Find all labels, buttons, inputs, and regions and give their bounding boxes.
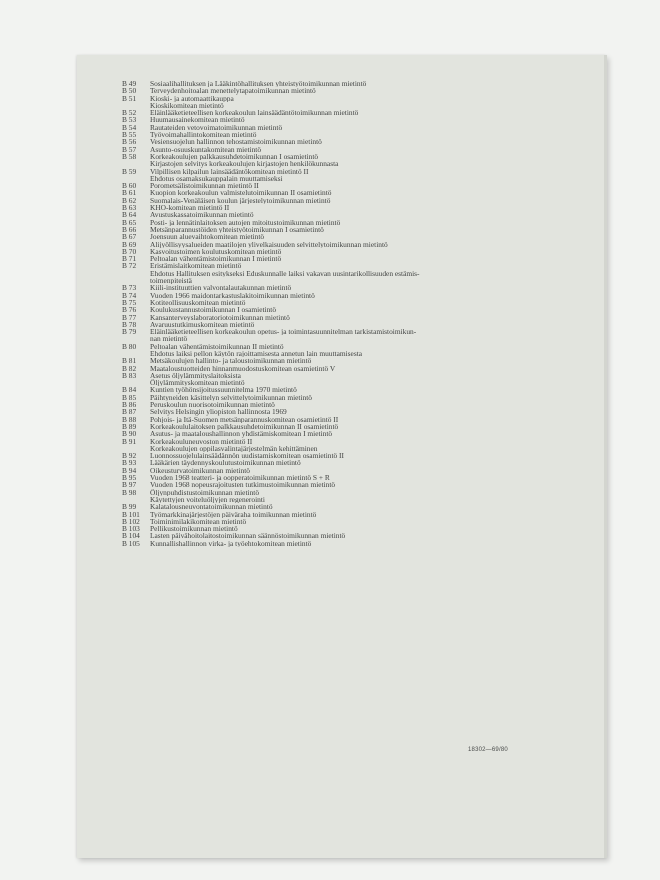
publication-row [122, 430, 492, 437]
publication-row [122, 401, 492, 408]
publication-code: B 64 [122, 210, 137, 220]
publication-title: Vesiensuojelun hallinnon tehostamistoimikunnan mietintö [150, 138, 322, 146]
publication-title: Asetus öljylämmityslaitoksista [150, 371, 241, 380]
publication-code: B 94 [122, 465, 137, 475]
publication-code: B 69 [122, 239, 137, 249]
publication-row [122, 379, 492, 386]
publication-code: B 84 [122, 385, 137, 395]
publication-row [122, 95, 492, 102]
publication-row [122, 175, 492, 182]
publication-row [122, 532, 492, 539]
publication-row [122, 386, 492, 393]
publication-title: Posti- ja lennätinlaitoksen autojen mitoitustoimikunnan mietintö [150, 218, 341, 226]
publication-row [122, 394, 492, 401]
publication-row [122, 525, 492, 532]
publication-code: B 104 [122, 531, 140, 541]
publication-title: Pellikustoimikunnan mietintö [150, 525, 238, 533]
publication-code: B 73 [122, 283, 137, 293]
publication-title: Terveydenhoitoalan menettelytapatoimikunnan mietintö [150, 87, 316, 95]
publication-row [122, 233, 492, 240]
publication-row [122, 153, 492, 160]
publication-row [122, 255, 492, 262]
publication-code: B 65 [122, 217, 137, 227]
publication-row [122, 438, 492, 445]
publication-row [122, 518, 492, 525]
publication-title: Kuopion korkeakoulun valmistelutoimikunnan II osamietintö [150, 189, 332, 197]
publication-row [122, 540, 492, 547]
publication-code: B 60 [122, 181, 137, 191]
publication-title: Eläinlääketieteellisen korkeakoulun opetus- ja toimintasuunnitelman tarkistamistoimikun- [150, 328, 417, 336]
publication-row [122, 306, 492, 313]
publication-title: Suomalais-Venäläisen koulun järjestelytoimikunnan mietintö [150, 196, 331, 205]
publication-row [122, 335, 492, 342]
publication-row [122, 211, 492, 218]
publication-title: Kasvoitustoimen koulutuskomitean mietintö [150, 247, 282, 256]
publication-title: Toiminimilakikomitean mietintö [150, 517, 247, 526]
publication-code: B 93 [122, 458, 137, 468]
publication-title: Lääkärien täydennyskoulutustoimikunnan mietintö [150, 459, 301, 467]
publication-code: B 63 [122, 203, 137, 213]
publication-row [122, 314, 492, 321]
publication-code: B 62 [122, 195, 137, 205]
publication-title: Porometsälistoimikunnan mietintö II [150, 182, 259, 190]
publication-title: Lasten päivähoitolaitostoimikunnan säännöstoimikunnan mietintö [150, 532, 346, 540]
publication-code: B 74 [122, 290, 137, 300]
publication-row [122, 328, 492, 335]
publication-row [122, 87, 492, 94]
publication-title: toimenpiteistä [150, 277, 192, 285]
publication-title: Työmarkkinajärjestöjen päiväraha toimikunnan mietintö [150, 510, 317, 518]
publication-code: B 76 [122, 305, 137, 315]
publication-row [122, 102, 492, 109]
publication-title: Ehdotus Hallituksen esitykseksi Eduskunnalle laiksi vakavan uusintarikollisuuden estämis- [150, 269, 420, 278]
publication-title: Sosiaalihallituksen ja Lääkintöhallituksen yhteistyötoimikunnan mietintö [150, 80, 367, 88]
publication-title: Rautateiden vetovoimatoimikunnan mietintö [150, 123, 283, 132]
publication-row [122, 365, 492, 372]
publication-title: Käytettyjen voiteluöljyjen regenerointi [150, 495, 265, 504]
publication-row [122, 168, 492, 175]
publication-row [122, 277, 492, 284]
publication-row [122, 357, 492, 364]
publication-row [122, 262, 492, 269]
publication-code: B 98 [122, 487, 137, 497]
publication-row [122, 284, 492, 291]
publication-code: B 55 [122, 130, 137, 140]
publication-code: B 101 [122, 509, 140, 519]
publication-code: B 85 [122, 392, 137, 402]
publication-code: B 99 [122, 502, 137, 512]
publication-code: B 61 [122, 188, 137, 198]
publication-code: B 82 [122, 363, 137, 373]
publication-title: Kunnallishallinnon virka- ja työehtokomitean mietintö [150, 539, 312, 547]
publication-title: Alijyöllisyysalueiden maatilojen ylivelkaisuuden selvittelytoimikunnan mietintö [150, 240, 388, 248]
publication-code: B 79 [122, 327, 137, 337]
publication-title: Eläinlääketieteellisen korkeakoulun lainsäädäntötoimikunnan mietintö [150, 109, 359, 117]
publication-row [122, 481, 492, 488]
publication-code: B 49 [122, 79, 137, 88]
publication-row [122, 226, 492, 233]
publication-code: B 97 [122, 480, 137, 490]
publication-row [122, 124, 492, 131]
publication-title: Vuoden 1968 teatteri- ja oopperatoimikunnan mietintö S + R [150, 474, 330, 482]
publication-code: B 91 [122, 436, 137, 446]
publication-row [122, 496, 492, 503]
publication-title: Oikeusturvatoimikunnan mietintö [150, 466, 250, 475]
publication-code: B 59 [122, 166, 137, 176]
publication-row [122, 423, 492, 430]
publication-code: B 95 [122, 473, 137, 483]
publication-row [122, 408, 492, 415]
publication-title: Työvoimahallintokomitean mietintö [150, 131, 257, 139]
publication-title: Ehdotus laiksi pellon käytön rajoittamisesta annetun lain muuttamisesta [150, 349, 363, 358]
publication-title: Peruskoulun nuorisotoimikunnan mietintö [150, 401, 275, 409]
publication-row [122, 511, 492, 518]
publication-row [122, 270, 492, 277]
publication-code: B 86 [122, 400, 137, 410]
publication-code: B 53 [122, 115, 137, 125]
publication-code: B 77 [122, 312, 137, 322]
publication-title: Metsänparannustöiden yhteistyötoimikunnan I osamietintö [150, 225, 324, 234]
publication-code: B 72 [122, 261, 137, 271]
print-code: 18302—69/80 [468, 747, 508, 753]
publication-list [122, 80, 492, 547]
publication-title: Kotiteollisuuskomitean mietintö [150, 298, 246, 307]
publication-title: Peltoalan vähentämistoimikunnan I mietintö [150, 255, 282, 263]
publication-code: B 90 [122, 429, 137, 439]
publication-title: Kioskikomitean mietintö [150, 101, 224, 110]
publication-title: Asunto-osuuskuntakomitean mietintö [150, 145, 262, 153]
publication-row [122, 343, 492, 350]
publication-title: Vilpillisen kilpailun lainsäädäntökomitean mietintö II [150, 167, 309, 175]
publication-row [122, 474, 492, 481]
publication-title: Kansanterveyslaboratoriotoimikunnan mietintö [150, 313, 290, 321]
publication-row [122, 182, 492, 189]
publication-code: B 78 [122, 319, 137, 329]
publication-code: B 70 [122, 246, 137, 256]
publication-code: B 102 [122, 516, 140, 526]
publication-title: Korkeakoulujen palkkausuhdetoimikunnan I osamietintö [150, 152, 319, 161]
publication-row [122, 489, 492, 496]
publication-row [122, 503, 492, 510]
publication-title: Koulukustannustoimikunnan I osamietintö [150, 306, 277, 314]
publication-code: B 88 [122, 414, 137, 424]
publication-code: B 50 [122, 86, 137, 96]
publication-code: B 81 [122, 356, 137, 366]
publication-title: nan mietintö [150, 335, 188, 343]
publication-title: Ehdotus osamaksukauppalain muuttamiseksi [150, 174, 283, 183]
publication-code: B 92 [122, 451, 137, 461]
publication-code: B 51 [122, 93, 137, 103]
publication-row [122, 321, 492, 328]
publication-title: Metsäkoulujen hallinto- ja taloustoimikunnan mietintö [150, 357, 312, 365]
publication-code: B 58 [122, 151, 137, 161]
publication-code: B 105 [122, 538, 140, 548]
publication-row [122, 80, 492, 87]
publication-title: Pohjois- ja Itä-Suomen metsänparannuskomitean osamietintö II [150, 415, 339, 423]
publication-row [122, 160, 492, 167]
publication-row [122, 459, 492, 466]
publication-row [122, 109, 492, 116]
publication-title: Korkeakoululaitoksen palkkausuhdetoimikunnan II osamietintö [150, 422, 339, 431]
publication-row [122, 204, 492, 211]
publication-title: Kirjastojen selvitys korkeakoulujen kirjastojen henkilökunnasta [150, 160, 339, 168]
publication-row [122, 299, 492, 306]
publication-title: Huumausainekomitean mietintö [150, 116, 245, 124]
publication-title: Maataloustuotteiden hinnanmuodostuskomitean osamietintö V [150, 364, 336, 372]
publication-code: B 56 [122, 137, 137, 147]
publication-row [122, 416, 492, 423]
publication-row [122, 372, 492, 379]
publication-title: Selvitys Helsingin yliopiston hallinnosta 1969 [150, 408, 287, 416]
publication-row [122, 116, 492, 123]
publication-row [122, 241, 492, 248]
publication-title: Luonnossuojelulainsäädännön uudistamiskomitean osamietintö II [150, 452, 344, 460]
publication-title: Öljynpuhdistustoimikunnan mietintö [150, 488, 260, 496]
publication-code: B 89 [122, 421, 137, 431]
publication-title: Korkeakouluneuvoston mietintö II [150, 437, 253, 445]
publication-row [122, 248, 492, 255]
publication-title: Eristämislaitkomitean mietintö [150, 262, 242, 270]
publication-code: B 87 [122, 407, 137, 417]
publication-code: B 83 [122, 370, 137, 380]
publication-title: Päihtyneiden käsittelyn selvittelytoimikunnan mietintö [150, 393, 312, 402]
publication-code: B 57 [122, 144, 137, 154]
publication-row [122, 131, 492, 138]
publication-title: Kioski- ja automaattikauppa [150, 94, 234, 102]
publication-row [122, 452, 492, 459]
publication-title: Vuoden 1966 maidontarkastuslakitoimikunnan mietintö [150, 291, 315, 299]
publication-code: B 67 [122, 232, 137, 242]
publication-row [122, 467, 492, 474]
publication-row [122, 350, 492, 357]
publication-row [122, 197, 492, 204]
publication-row [122, 189, 492, 196]
publication-row [122, 219, 492, 226]
publication-row [122, 146, 492, 153]
publication-title: Avustuskassatoimikunnan mietintö [150, 211, 254, 219]
publication-row [122, 138, 492, 145]
publication-title: KHO-komitean mietintö II [150, 204, 230, 212]
publication-code: B 52 [122, 108, 137, 118]
publication-code: B 71 [122, 254, 137, 264]
publication-title: Peltoalan vähentämistoimikunnan II mietintö [150, 342, 284, 350]
publication-title: Kalatalousneuvontatoimikunnan mietintö [150, 503, 273, 511]
publication-code: B 103 [122, 524, 140, 534]
publication-row [122, 292, 492, 299]
publication-title: Öljylämmityskomitean mietintö [150, 379, 245, 387]
publication-title: Asutus- ja maataloushallinnon yhdistämiskomitean I mietintö [150, 430, 333, 438]
cover-edge [604, 55, 607, 858]
publication-title: Korkeakoulujen oppilasvalintajärjestelmän kehittäminen [150, 444, 318, 453]
publication-row [122, 445, 492, 452]
publication-code: B 75 [122, 297, 137, 307]
publication-code: B 66 [122, 224, 137, 234]
publication-title: Kiili-instituuttien valvontalautakunnan mietintö [150, 284, 292, 292]
publication-title: Avaruustutkimuskomitean mietintö [150, 320, 255, 329]
publication-title: Joensuun aluevaihtokomitean mietintö [150, 233, 265, 241]
publication-code: B 80 [122, 341, 137, 351]
publication-title: Kuntien työhönsijoitussuunnitelma 1970 mietintö [150, 386, 297, 394]
publication-title: Vuoden 1968 nopeusrajoitusten tutkimustoimikunnan mietintö [150, 481, 336, 489]
publication-code: B 54 [122, 122, 137, 132]
